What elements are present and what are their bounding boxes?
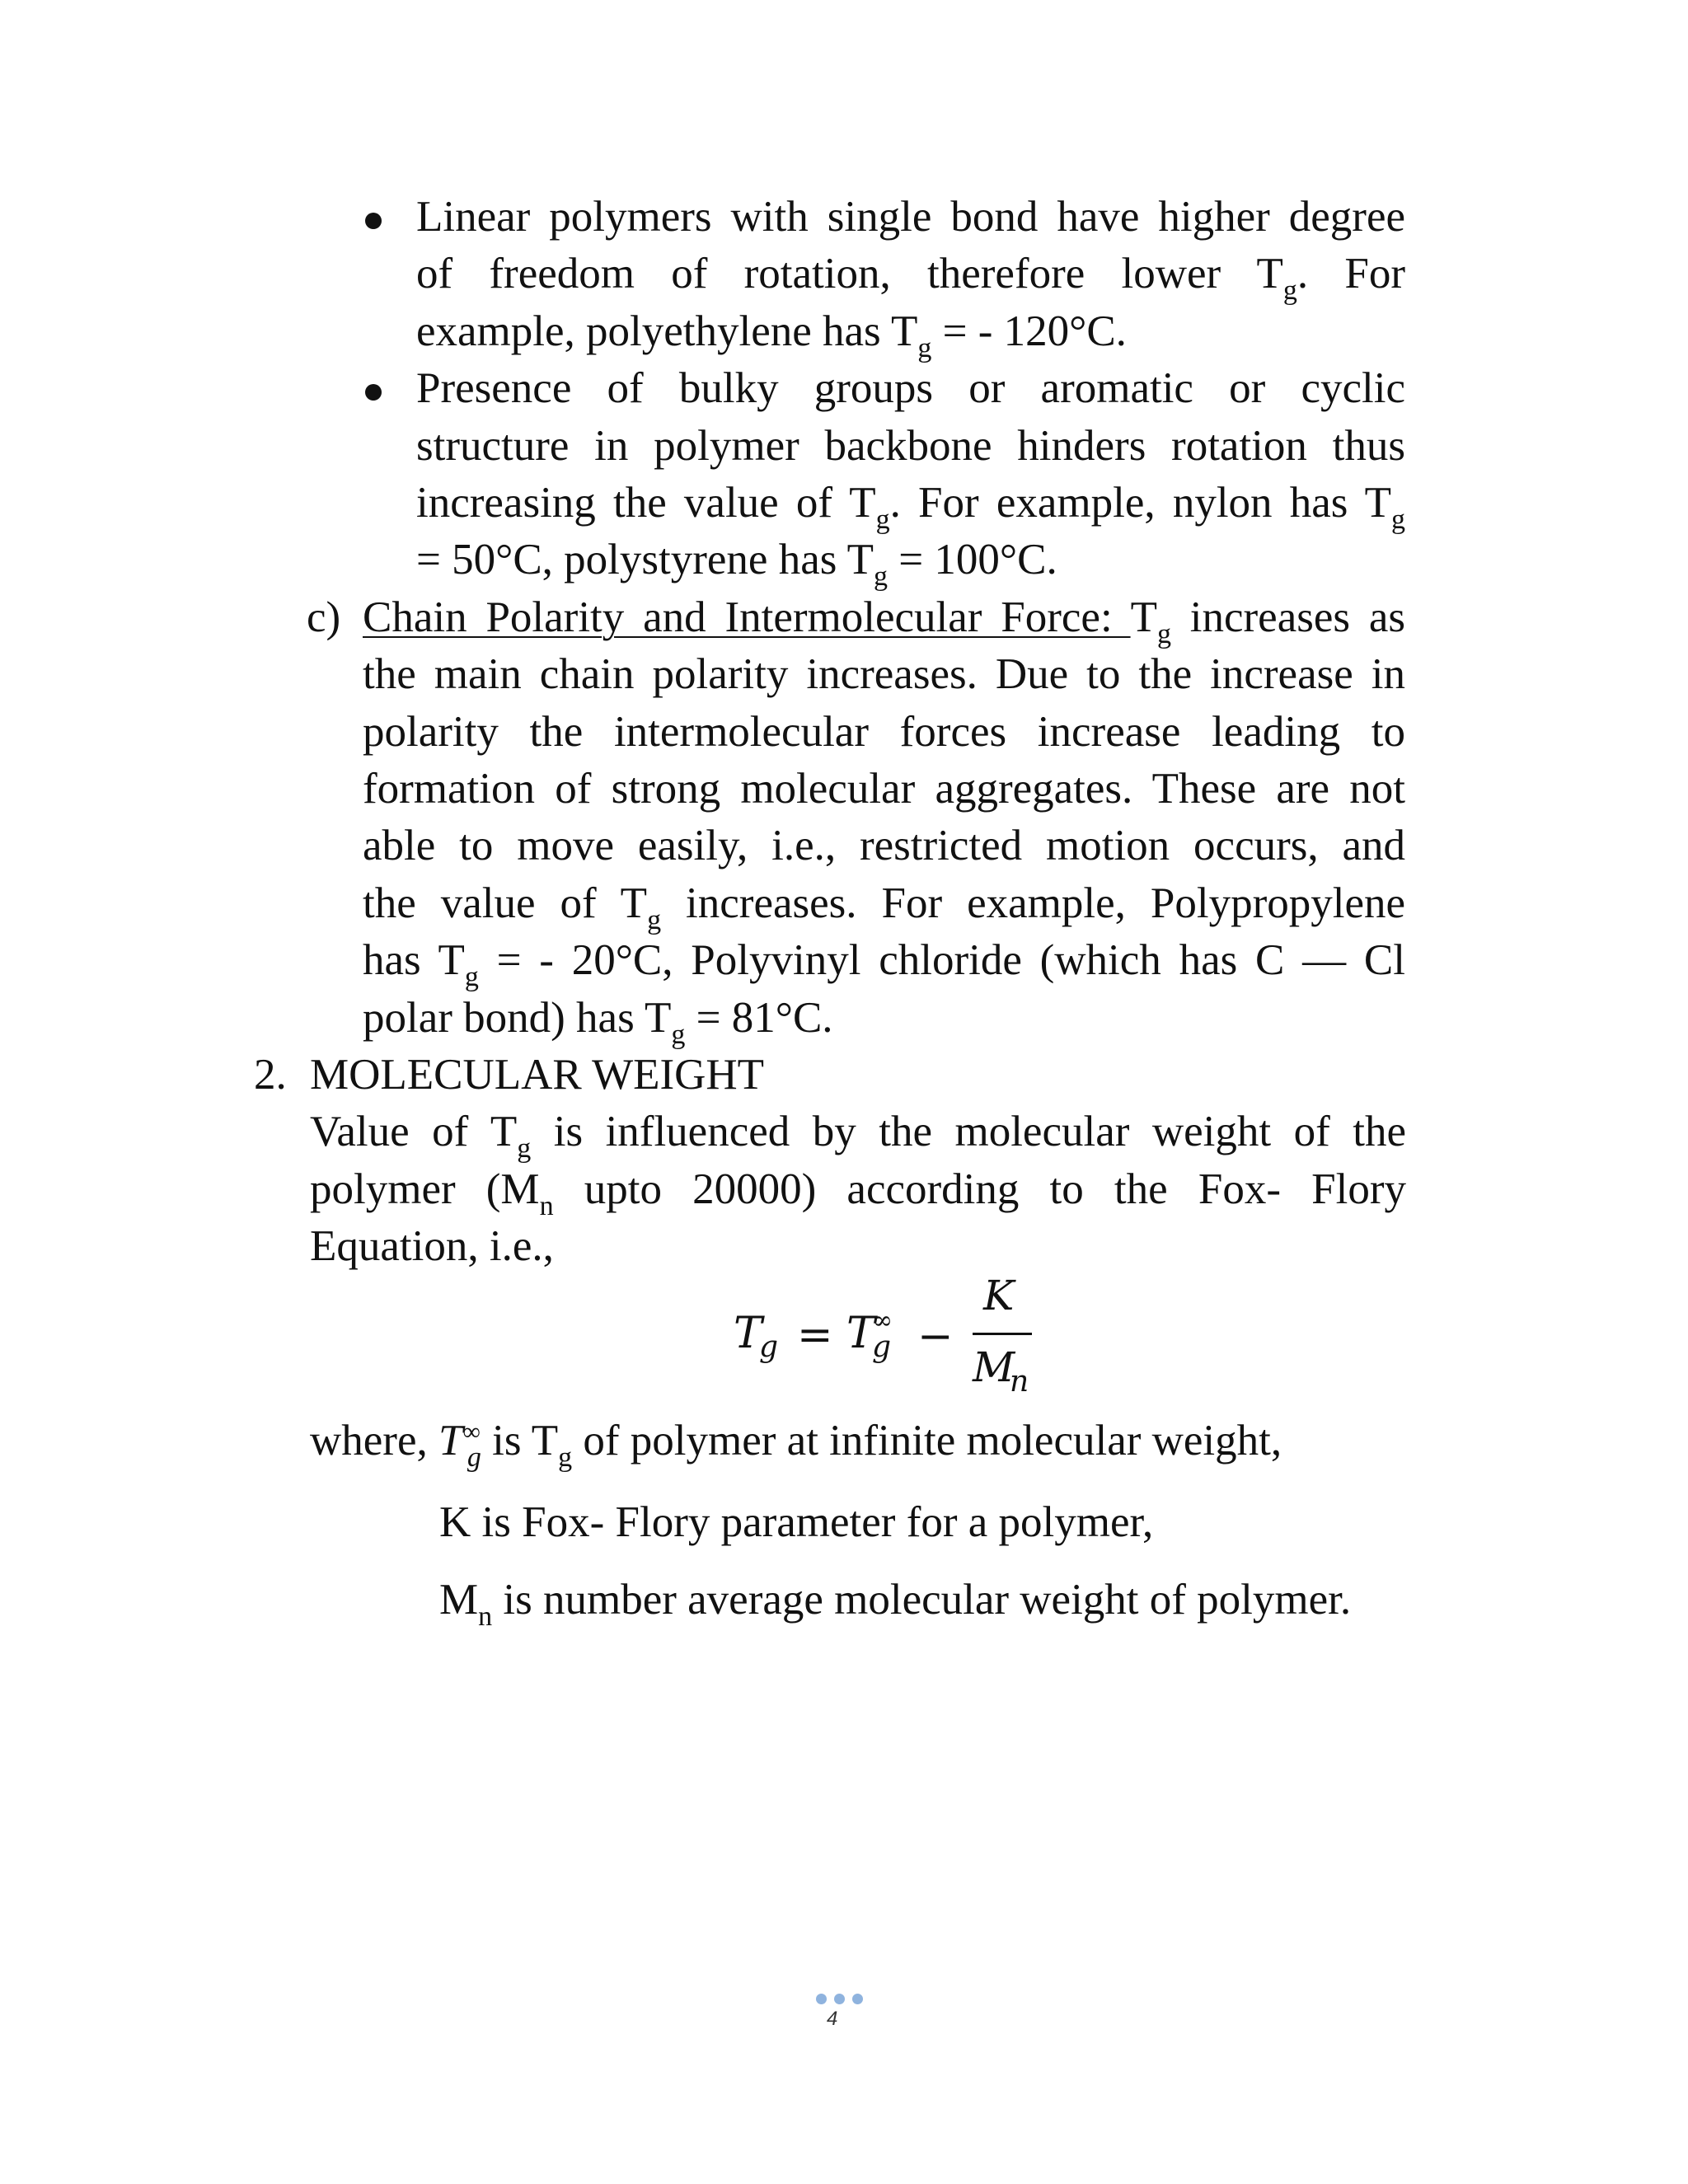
math-operator: − (917, 1312, 954, 1361)
superscript: ∞ (462, 1418, 481, 1446)
subscript: g (874, 561, 889, 593)
text-segment: is influenced by the molecular weight of the (531, 1108, 1406, 1156)
subscript: g (875, 504, 890, 535)
text-segment: structure in polymer backbone hinders rotation thus (416, 421, 1405, 470)
text-segment: where, (310, 1417, 438, 1465)
fraction-bar (973, 1333, 1032, 1335)
text-segment: = - 20°C, Polyvinyl chloride (which has C — Cl (478, 936, 1405, 985)
text-segment: = 50°C, polystyrene has T (416, 536, 874, 584)
text-line (416, 245, 1405, 307)
text-segment: increasing the value of T (416, 479, 876, 527)
subscript: g (917, 332, 932, 363)
page-number: 4 (827, 2008, 838, 2030)
text-segment: is T (481, 1417, 559, 1465)
text-segment: increases as (1170, 593, 1405, 641)
text-line (416, 531, 1057, 593)
text-segment: formation of strong molecular aggregates. These are not (363, 765, 1405, 813)
bullet-icon (365, 213, 382, 229)
text-segment: the value of T (363, 879, 648, 927)
subscript: n (539, 1190, 554, 1221)
text-segment: polar bond) has T (363, 993, 672, 1042)
subscript: g (558, 1442, 573, 1473)
text-segment: example, polyethylene has T (416, 307, 918, 355)
text-segment: of freedom of rotation, therefore lower T (416, 250, 1283, 298)
math-superscript: ∞ (872, 1306, 893, 1335)
page-footer-dot (834, 1994, 845, 2004)
text-segment: Equation, i.e., (310, 1222, 554, 1271)
subscript: g (1156, 618, 1171, 649)
text-segment: . For (1296, 250, 1405, 298)
list-marker-2: 2. (254, 1051, 287, 1099)
subscript: g (1282, 275, 1297, 307)
where-line (310, 1412, 1282, 1476)
text-segment: M (439, 1576, 479, 1624)
text-line (310, 1160, 1406, 1221)
k-definition-line: K is Fox- Flory parameter for a polymer, (439, 1498, 1154, 1546)
text-line (416, 359, 1405, 417)
text-segment: of polymer at infinite molecular weight, (572, 1417, 1282, 1465)
text-segment: is number average molecular weight of polymer. (492, 1576, 1352, 1624)
text-line (363, 645, 1405, 703)
subscript: g (464, 962, 479, 993)
text-line (416, 302, 1127, 363)
fraction-denominator: M (973, 1343, 1015, 1391)
text-segment: polymer (M (310, 1165, 540, 1213)
subscript: g (1390, 504, 1405, 535)
text-segment: Linear polymers with single bond have higher degree (416, 193, 1405, 241)
math-operator: = (797, 1310, 833, 1360)
page-footer-dot (852, 1994, 863, 2004)
math-symbol: T (734, 1309, 762, 1358)
text-segment: increases. For example, Polypropylene (661, 879, 1406, 927)
text-line (363, 817, 1405, 874)
math-subscript: g (872, 1330, 892, 1364)
subscript: g (517, 1133, 532, 1165)
math-subscript: g (759, 1330, 779, 1364)
math-subscript: n (1010, 1365, 1029, 1399)
list-marker-c: c) (307, 593, 341, 641)
text-line (363, 760, 1405, 818)
text-line (363, 931, 1405, 993)
text-line (416, 188, 1405, 246)
text-segment: upto 20000) according to the Fox- Flory (553, 1165, 1406, 1213)
text-segment: has T (363, 936, 465, 985)
subscript: g (671, 1019, 686, 1050)
subscript: n (478, 1601, 493, 1632)
text-line (363, 989, 833, 1050)
section-title: MOLECULAR WEIGHT (310, 1051, 765, 1099)
text-segment: Presence of bulky groups or aromatic or cyclic (416, 364, 1405, 413)
bullet-icon (365, 384, 382, 401)
math-symbol: T (846, 1309, 875, 1358)
text-segment: . For example, nylon has T (889, 479, 1391, 527)
text-line (363, 874, 1406, 935)
text-segment: = 100°C. (888, 536, 1057, 584)
text-segment: Value of T (310, 1108, 518, 1156)
text-line (363, 588, 1405, 649)
text-segment: = 81°C. (685, 993, 833, 1042)
text-line (310, 1217, 554, 1275)
section-heading: Chain Polarity and Intermolecular Force: (363, 593, 1131, 641)
text-segment: = - 120°C. (931, 307, 1127, 355)
text-line (363, 703, 1405, 761)
text-line (416, 474, 1405, 535)
text-segment: polarity the intermolecular forces increase leading to (363, 707, 1405, 756)
text-segment: the main chain polarity increases. Due to the increase in (363, 650, 1405, 699)
page-footer-dot (816, 1994, 827, 2004)
text-line (416, 417, 1405, 475)
subscript: g (467, 1442, 481, 1473)
math-symbol: T (438, 1417, 463, 1465)
text-line (310, 1103, 1406, 1165)
subscript: g (647, 904, 662, 935)
fraction-numerator: K (983, 1272, 1015, 1319)
text-segment: able to move easily, i.e., restricted motion occurs, and (363, 822, 1405, 870)
mn-definition-line (439, 1571, 1352, 1632)
text-segment: T (1130, 593, 1157, 641)
